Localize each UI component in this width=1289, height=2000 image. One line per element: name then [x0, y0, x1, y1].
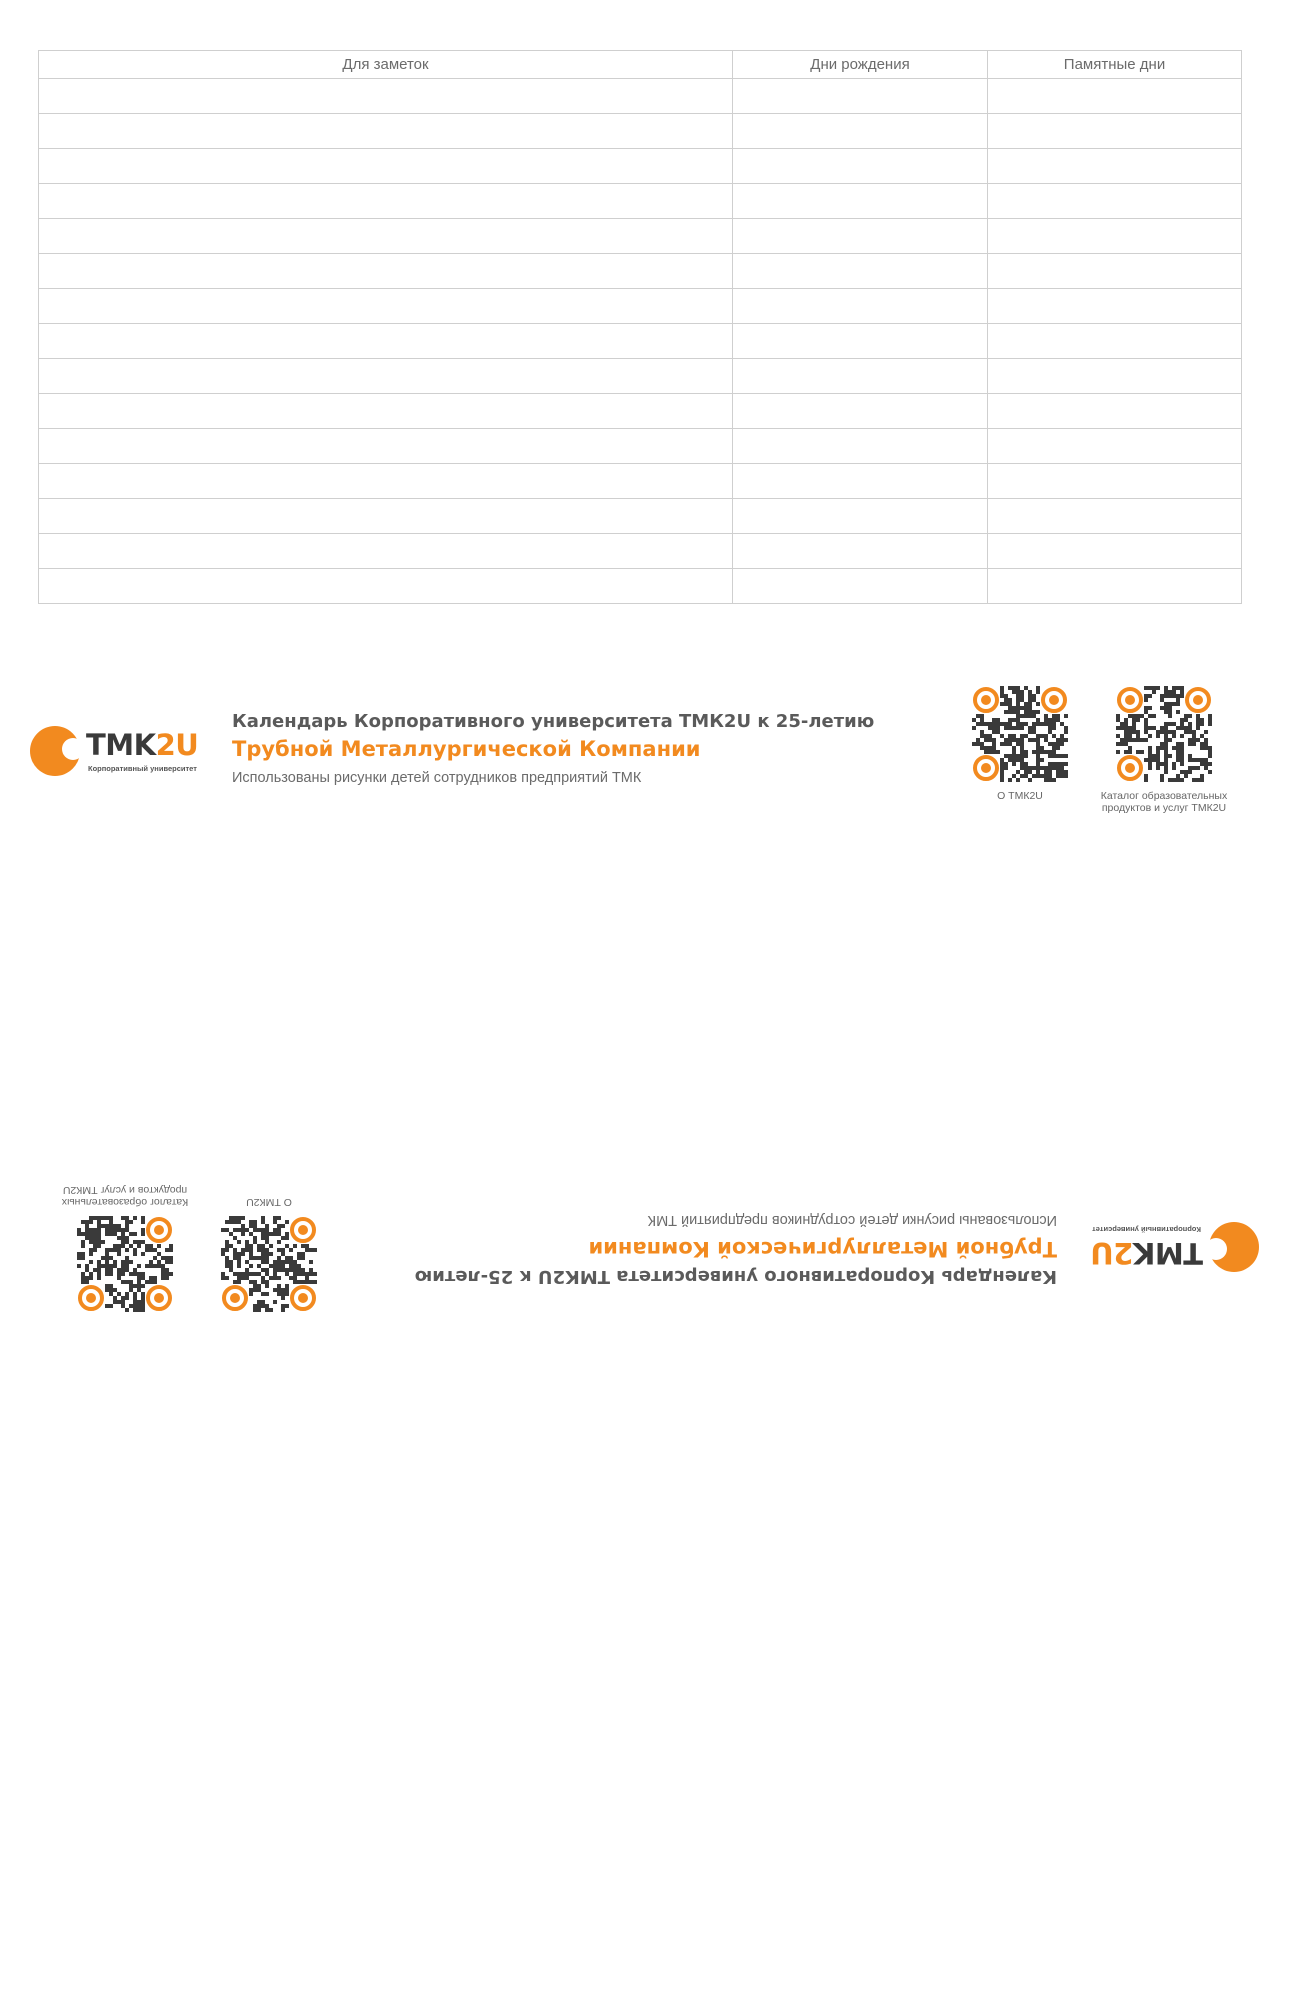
table-cell[interactable] — [39, 114, 733, 149]
table-row — [39, 219, 1242, 254]
footer-band — [0, 676, 1289, 826]
table-cell[interactable] — [39, 569, 733, 604]
table-cell[interactable] — [988, 499, 1242, 534]
qr-about-caption: О ТМК2U — [997, 790, 1043, 802]
table-cell[interactable] — [733, 219, 988, 254]
table-cell[interactable] — [988, 464, 1242, 499]
table-cell[interactable] — [733, 429, 988, 464]
qr-code-icon[interactable] — [221, 1216, 317, 1312]
table-row — [39, 534, 1242, 569]
table-row — [39, 394, 1242, 429]
qr-code-icon[interactable] — [1116, 686, 1212, 782]
table-cell[interactable] — [733, 254, 988, 289]
qr-catalog[interactable] — [55, 1184, 195, 1312]
footer-band-inverted — [0, 1172, 1289, 1322]
table-cell[interactable] — [733, 79, 988, 114]
qr-code-icon[interactable] — [77, 1216, 173, 1312]
qr-catalog-caption: Каталог образовательных продуктов и услуг ТМК2U — [1100, 790, 1228, 814]
table-cell[interactable] — [39, 254, 733, 289]
table-cell[interactable] — [733, 464, 988, 499]
table-row — [39, 569, 1242, 604]
table-row — [39, 184, 1242, 219]
table-cell[interactable] — [988, 149, 1242, 184]
header-birthdays: Дни рождения — [733, 51, 988, 79]
header-notes: Для заметок — [39, 51, 733, 79]
calendar-title: Календарь Корпоративного университета ТМК2U к 25-летию — [232, 711, 875, 732]
table-cell[interactable] — [733, 289, 988, 324]
table-cell[interactable] — [39, 534, 733, 569]
table-cell[interactable] — [988, 394, 1242, 429]
table-cell[interactable] — [733, 394, 988, 429]
qr-catalog[interactable] — [1094, 686, 1234, 814]
table-cell[interactable] — [39, 429, 733, 464]
table-cell[interactable] — [988, 114, 1242, 149]
table-cell[interactable] — [39, 79, 733, 114]
table-cell[interactable] — [39, 359, 733, 394]
table-cell[interactable] — [988, 79, 1242, 114]
table-body — [39, 79, 1242, 604]
table-cell[interactable] — [733, 534, 988, 569]
table-header-row — [39, 51, 1242, 79]
table-cell[interactable] — [988, 324, 1242, 359]
table-cell[interactable] — [733, 324, 988, 359]
table-cell[interactable] — [988, 254, 1242, 289]
table-row — [39, 254, 1242, 289]
table-cell[interactable] — [39, 184, 733, 219]
table-cell[interactable] — [733, 184, 988, 219]
drawings-credit: Использованы рисунки детей сотрудников предприятий ТМК — [232, 770, 642, 786]
logo-tagline: Корпоративный университет — [1092, 1225, 1201, 1234]
table-cell[interactable] — [988, 359, 1242, 394]
table-cell[interactable] — [988, 534, 1242, 569]
footer-titles — [232, 710, 874, 786]
table-cell[interactable] — [39, 289, 733, 324]
qr-catalog-caption: Каталог образовательных продуктов и услуг ТМК2U — [61, 1184, 189, 1208]
company-name: Трубной Металлургической Компании — [588, 1237, 1057, 1261]
table-cell[interactable] — [39, 464, 733, 499]
qr-about-caption: О ТМК2U — [246, 1196, 292, 1208]
logo-tagline: Корпоративный университет — [88, 764, 197, 773]
table-row — [39, 289, 1242, 324]
logo-wordmark: TMK2U — [1090, 1236, 1203, 1270]
table-row — [39, 114, 1242, 149]
table-row — [39, 79, 1242, 114]
table-cell[interactable] — [733, 149, 988, 184]
table-cell[interactable] — [988, 184, 1242, 219]
table-cell[interactable] — [733, 569, 988, 604]
table-row — [39, 429, 1242, 464]
table-cell[interactable] — [39, 324, 733, 359]
table-cell[interactable] — [39, 149, 733, 184]
table-cell[interactable] — [733, 359, 988, 394]
calendar-title: Календарь Корпоративного университета ТМК2U к 25-летию — [414, 1266, 1057, 1287]
logo-wordmark: TMK2U — [86, 728, 199, 762]
header-memorable-days: Памятные дни — [988, 51, 1242, 79]
table-cell[interactable] — [39, 499, 733, 534]
tmk2u-logo — [28, 724, 198, 784]
table-row — [39, 499, 1242, 534]
notes-table — [38, 50, 1242, 604]
drawings-credit: Использованы рисунки детей сотрудников предприятий ТМК — [647, 1212, 1057, 1228]
table-cell[interactable] — [733, 114, 988, 149]
tmk2u-logo — [1091, 1214, 1261, 1274]
qr-code-icon[interactable] — [972, 686, 1068, 782]
table-row — [39, 324, 1242, 359]
qr-about[interactable] — [950, 686, 1090, 802]
table-cell[interactable] — [988, 569, 1242, 604]
table-cell[interactable] — [39, 394, 733, 429]
qr-about[interactable] — [199, 1196, 339, 1312]
table-cell[interactable] — [988, 219, 1242, 254]
table-cell[interactable] — [988, 429, 1242, 464]
table-row — [39, 464, 1242, 499]
company-name: Трубной Металлургической Компании — [232, 737, 701, 761]
table-row — [39, 149, 1242, 184]
table-row — [39, 359, 1242, 394]
table-cell[interactable] — [733, 499, 988, 534]
footer-titles — [415, 1212, 1057, 1288]
table-cell[interactable] — [988, 289, 1242, 324]
table-cell[interactable] — [39, 219, 733, 254]
